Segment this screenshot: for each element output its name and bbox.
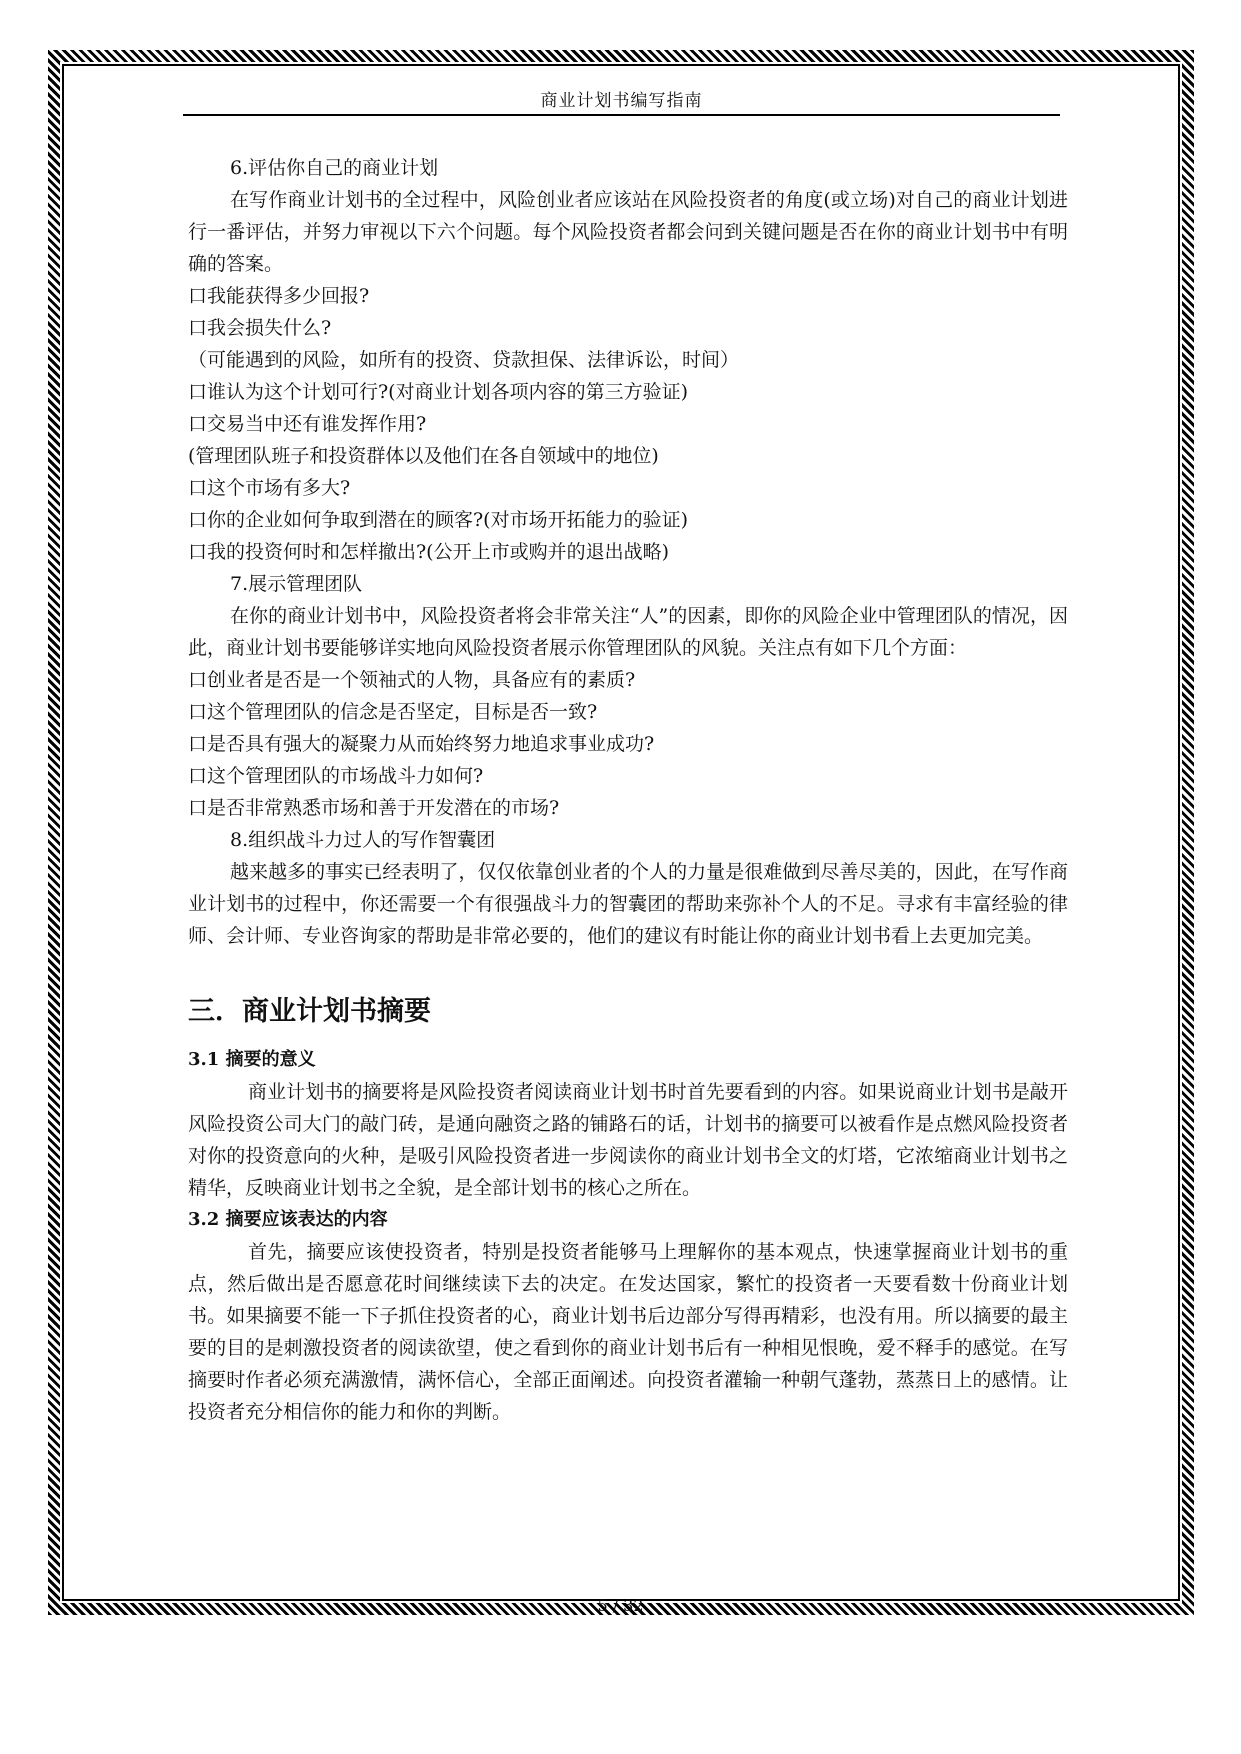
section8-body: 越来越多的事实已经表明了，仅仅依靠创业者的个人的力量是很难做到尽善尽美的，因此，在写作商业计划书的过程中，你还需要一个有很强战斗力的智囊团的帮助来弥补个人的不足。寻求有丰富经验的律师、会计师、专业咨询家的帮助是非常必要的，他们的建议有时能让你的商业计划书看上去更加完美。	[188, 861, 1068, 947]
subsection-3-1-body: 商业计划书的摘要将是风险投资者阅读商业计划书时首先要看到的内容。如果说商业计划书是敲开风险投资公司大门的敲门砖，是通向融资之路的铺路石的话，计划书的摘要可以被看作是点燃风险投资者对你的投资意向的火种，是吸引风险投资者进一步阅读你的商业计划书全文的灯塔，它浓缩商业计划书之精华，反映商业计划书之全貌，是全部计划书的核心之所在。	[188, 1081, 1068, 1199]
section6-line: 口谁认为这个计划可行?(对商业计划各项内容的第三方验证)	[188, 381, 689, 403]
chapter-title: 三．商业计划书摘要	[188, 996, 431, 1027]
section6-line: 口我能获得多少回报?	[188, 285, 370, 307]
header-rule	[183, 114, 1060, 116]
section7-line: 口是否具有强大的凝聚力从而始终努力地追求事业成功?	[188, 733, 655, 755]
section7-line: 口创业者是否是一个领袖式的人物，具备应有的素质?	[188, 669, 636, 691]
page-number: 5 / 32	[597, 1596, 644, 1615]
subsection-3-2-heading: 3.2 摘要应该表达的内容	[188, 1209, 388, 1230]
document-body	[188, 152, 1068, 1428]
section7-line: 口这个管理团队的市场战斗力如何?	[188, 765, 484, 787]
section6-line: 口交易当中还有谁发挥作用?	[188, 413, 427, 435]
section6-line: 口我的投资何时和怎样撤出?(公开上市或购并的退出战略)	[188, 541, 670, 563]
section7-line: 口这个管理团队的信念是否坚定，目标是否一致?	[188, 701, 598, 723]
running-header: 商业计划书编写指南	[540, 91, 703, 111]
section6-intro: 在写作商业计划书的全过程中，风险创业者应该站在风险投资者的角度(或立场)对自己的商业计划进行一番评估，并努力审视以下六个问题。每个风险投资者都会问到关键问题是否在你的商业计划书中有明确的答案。	[188, 189, 1068, 275]
section6-line: 口你的企业如何争取到潜在的顾客?(对市场开拓能力的验证)	[188, 509, 689, 531]
section6-heading: 6.评估你自己的商业计划	[230, 157, 439, 179]
section7-line: 口是否非常熟悉市场和善于开发潜在的市场?	[188, 797, 560, 819]
section6-line: (管理团队班子和投资群体以及他们在各自领域中的地位)	[188, 445, 659, 467]
section7-heading: 7.展示管理团队	[230, 573, 363, 595]
subsection-3-2-body: 首先，摘要应该使投资者，特别是投资者能够马上理解你的基本观点，快速掌握商业计划书的重点，然后做出是否愿意花时间继续读下去的决定。在发达国家，繁忙的投资者一天要看数十份商业计划书。如果摘要不能一下子抓住投资者的心，商业计划书后边部分写得再精彩，也没有用。所以摘要的最主要的目的是刺激投资者的阅读欲望，使之看到你的商业计划书后有一种相见恨晚，爱不释手的感觉。在写摘要时作者必须充满激情，满怀信心，全部正面阐述。向投资者灌输一种朝气蓬勃，蒸蒸日上的感情。让投资者充分相信你的能力和你的判断。	[188, 1241, 1068, 1423]
section6-line: （可能遇到的风险，如所有的投资、贷款担保、法律诉讼，时间）	[188, 349, 740, 371]
subsection-3-1-heading: 3.1 摘要的意义	[188, 1049, 316, 1070]
section6-line: 口我会损失什么?	[188, 317, 332, 339]
section6-line: 口这个市场有多大?	[188, 477, 351, 499]
section7-intro: 在你的商业计划书中，风险投资者将会非常关注“人”的因素，即你的风险企业中管理团队的情况，因此，商业计划书要能够详实地向风险投资者展示你管理团队的风貌。关注点有如下几个方面：	[188, 605, 1068, 659]
section8-heading: 8.组织战斗力过人的写作智囊团	[230, 829, 496, 851]
